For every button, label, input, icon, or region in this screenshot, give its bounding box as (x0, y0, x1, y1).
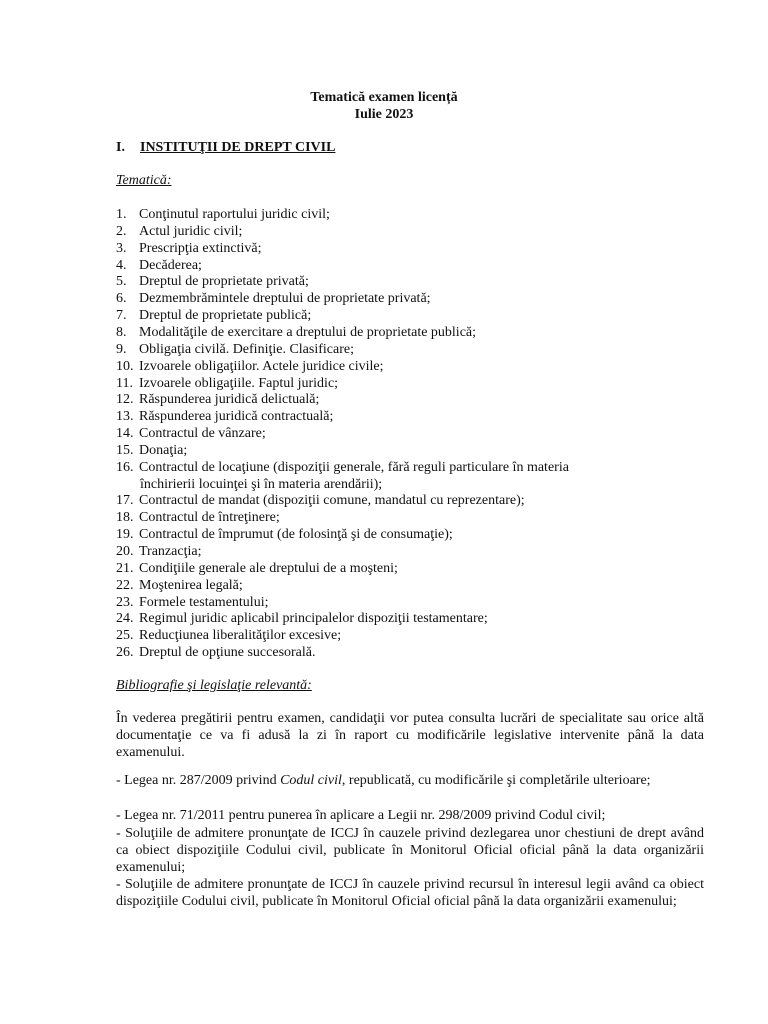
topic-item (116, 509, 280, 526)
topic-number: 19. (116, 527, 134, 542)
topic-item (116, 526, 453, 543)
topic-number: 2. (116, 224, 127, 239)
law-item-1-italic: Codul civil (280, 773, 342, 788)
topic-text: Regimul juridic aplicabil principalelor dispoziţii testamentare; (139, 611, 488, 626)
topic-text: Donaţia; (139, 443, 188, 458)
topic-number: 14. (116, 426, 134, 441)
document-title: Tematică examen licență (310, 90, 458, 105)
topic-item (116, 375, 338, 392)
topic-text: Modalităţile de exercitare a dreptului de proprietate publică; (139, 325, 477, 340)
topic-number: 1. (116, 207, 127, 222)
topic-item (116, 206, 330, 223)
topic-text: Conţinutul raportului juridic civil; (139, 207, 330, 222)
topic-text: Moştenirea legală; (139, 578, 243, 593)
topic-number: 26. (116, 645, 134, 660)
topic-number: 9. (116, 342, 127, 357)
topic-number: 4. (116, 258, 127, 273)
topic-text: Răspunderea juridică contractuală; (139, 409, 334, 424)
tematica-heading: Tematică: (116, 173, 172, 188)
topic-text: Contractul de împrumut (de folosinţă şi de consumaţie); (139, 527, 453, 542)
topic-item (116, 442, 187, 459)
topic-text: Dezmembrămintele dreptului de proprietate privată; (139, 291, 431, 306)
topic-item (116, 341, 354, 358)
topic-text: Reducţiunea liberalităţilor excesive; (139, 628, 342, 643)
topic-number: 21. (116, 561, 134, 576)
topic-item (116, 324, 476, 341)
topic-number: 15. (116, 443, 134, 458)
topic-item (116, 425, 266, 442)
law-item-3: - Soluţiile de admitere pronunţate de ICCJ în cauzele privind dezlegarea unor chestiuni de drept având ca obiect dispoziţiile Codului civil, publicate în Monitorul Oficial oficial până la data organizării examenului; (116, 826, 704, 875)
topic-number: 5. (116, 274, 127, 289)
topic-text: Dreptul de proprietate publică; (139, 308, 312, 323)
law-item-4: - Soluţiile de admitere pronunţate de ICCJ în cauzele privind recursul în interesul legii având ca obiect dispoziţiile Codului civil, publicate în Monitorul Oficial oficial până la data organizării examenului; (116, 877, 704, 909)
topic-number: 25. (116, 628, 134, 643)
topic-text: Condiţiile generale ale dreptului de a moşteni; (139, 561, 398, 576)
topic-item (116, 257, 202, 274)
topic-number: 7. (116, 308, 127, 323)
topic-number: 23. (116, 595, 134, 610)
topic-text: Contractul de vânzare; (139, 426, 266, 441)
topic-item (116, 290, 431, 307)
topic-text: Dreptul de opţiune succesorală. (139, 645, 316, 660)
topic-text: Izvoarele obligaţiile. Faptul juridic; (139, 376, 339, 391)
topic-number: 12. (116, 392, 134, 407)
law-item-1-suffix: , republicată, cu modificările şi completările ulterioare; (341, 773, 651, 788)
topic-item (116, 240, 261, 257)
topic-item (116, 627, 341, 644)
topic-item (116, 391, 319, 408)
topic-text: Decăderea; (139, 258, 202, 273)
document-date: Iulie 2023 (354, 107, 414, 122)
topic-number: 16. (116, 460, 134, 475)
section-number: I. (116, 140, 125, 155)
topic-number: 6. (116, 291, 127, 306)
topic-item (116, 560, 398, 577)
topic-item (116, 543, 201, 560)
topic-item (116, 577, 243, 594)
topic-item (116, 223, 242, 240)
topic-text: Izvoarele obligaţiilor. Actele juridice civile; (139, 359, 384, 374)
intro-paragraph: În vederea pregătirii pentru examen, candidaţii vor putea consulta lucrări de specialitate sau orice altă documentaţie ce va fi adusă la zi în raport cu modificările legislative intervenite până la data examenului. (116, 711, 704, 760)
topic-number: 18. (116, 510, 134, 525)
topic-item (116, 492, 525, 509)
bibliography-heading: Bibliografie şi legislaţie relevantă: (116, 678, 312, 693)
topic-number: 13. (116, 409, 134, 424)
topic-text: Actul juridic civil; (139, 224, 243, 239)
section-title: INSTITUŢII DE DREPT CIVIL (140, 140, 336, 155)
topic-text: Tranzacţia; (139, 544, 202, 559)
topic-continuation: închirierii locuinţei şi în materia arendării); (140, 477, 383, 492)
topic-text: Prescripţia extinctivă; (139, 241, 262, 256)
topic-text: Obligaţia civilă. Definiţie. Clasificare; (139, 342, 354, 357)
topic-item (116, 358, 384, 375)
topic-text: Contractul de mandat (dispoziţii comune, mandatul cu reprezentare); (139, 493, 525, 508)
section-heading (116, 139, 335, 156)
topic-text: Formele testamentului; (139, 595, 269, 610)
topic-number: 20. (116, 544, 134, 559)
topic-number: 8. (116, 325, 127, 340)
topic-item (116, 594, 268, 611)
topic-item (116, 273, 309, 290)
topic-number: 22. (116, 578, 134, 593)
topic-item (116, 610, 488, 627)
law-item-1-prefix: - Legea nr. 287/2009 privind (116, 773, 281, 788)
topic-number: 3. (116, 241, 127, 256)
topic-number: 24. (116, 611, 134, 626)
topic-item (116, 644, 316, 661)
topic-text: Răspunderea juridică delictuală; (139, 392, 320, 407)
topic-item (116, 408, 333, 425)
topic-text: Dreptul de proprietate privată; (139, 274, 309, 289)
topic-number: 17. (116, 493, 134, 508)
topic-number: 11. (116, 376, 133, 391)
topic-number: 10. (116, 359, 134, 374)
topic-text: Contractul de locaţiune (dispoziţii generale, fără reguli particulare în materia (139, 460, 569, 475)
topic-item (116, 307, 311, 324)
topic-item (116, 459, 569, 476)
law-item-1 (116, 772, 704, 789)
topic-text: Contractul de întreţinere; (139, 510, 280, 525)
law-item-2: - Legea nr. 71/2011 pentru punerea în aplicare a Legii nr. 298/2009 privind Codul civil; (116, 808, 606, 823)
